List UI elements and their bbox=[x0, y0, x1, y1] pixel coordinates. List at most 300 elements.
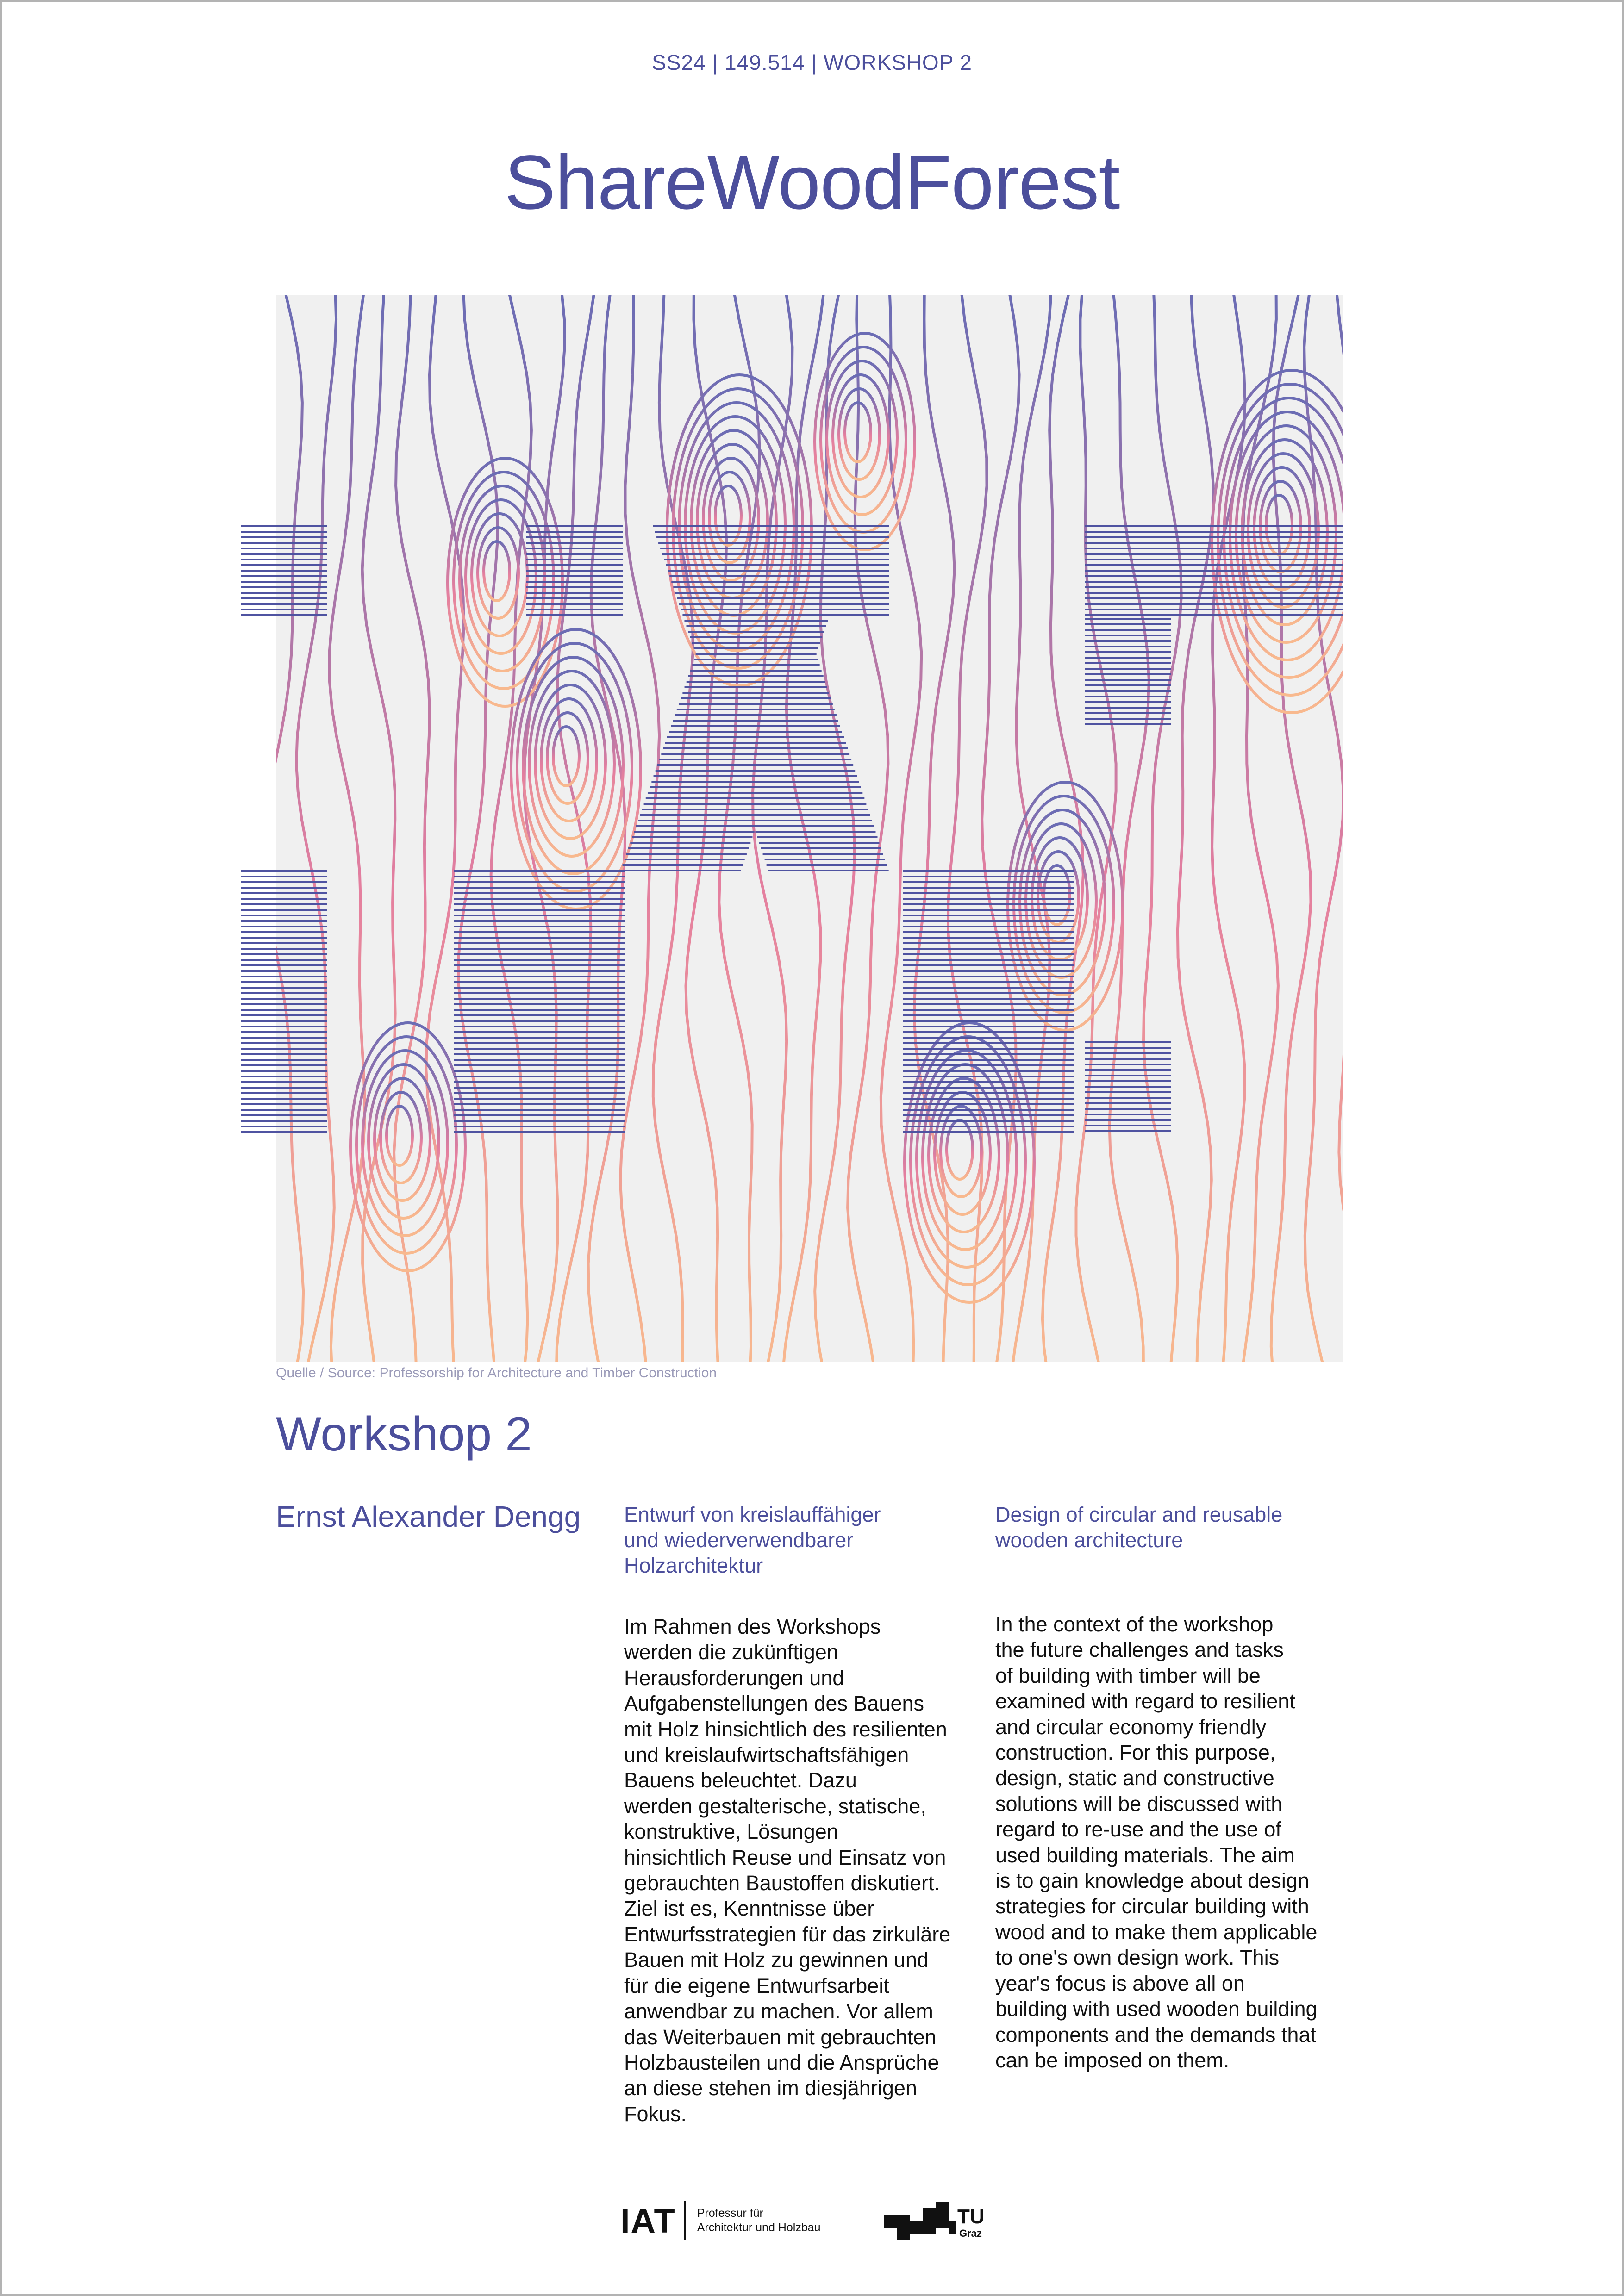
stripe-line bbox=[662, 553, 782, 555]
stripe-line bbox=[751, 820, 872, 821]
stripe-line bbox=[454, 887, 625, 889]
stripe-line bbox=[640, 814, 760, 816]
stripe-line bbox=[1085, 559, 1343, 560]
stripe-line bbox=[454, 1059, 625, 1061]
stripe-line bbox=[757, 836, 878, 838]
stripe-line bbox=[686, 625, 806, 627]
stripe-line bbox=[656, 536, 777, 538]
stripe-line bbox=[688, 631, 809, 633]
stripe-line bbox=[241, 898, 327, 900]
stripe-line bbox=[454, 948, 625, 950]
stripe-line bbox=[1085, 679, 1171, 681]
subtitle-german: Entwurf von kreislauffähiger und wiederverwendbarer Holzarchitektur bbox=[624, 1503, 881, 1577]
stripe-line bbox=[903, 976, 1074, 977]
stripe-line bbox=[718, 720, 838, 722]
stripe-line bbox=[454, 1120, 625, 1122]
stripe-line bbox=[677, 597, 797, 599]
stripe-line bbox=[454, 976, 625, 977]
stripe-line bbox=[903, 1103, 1074, 1105]
stripe-line bbox=[738, 781, 859, 783]
stripe-line bbox=[454, 1126, 625, 1127]
stripe-line bbox=[707, 686, 827, 688]
stripe-line bbox=[744, 797, 864, 799]
stripe-line bbox=[1085, 640, 1171, 642]
stripe-line bbox=[903, 909, 1074, 911]
stripe-line bbox=[903, 987, 1074, 989]
stripe-line bbox=[903, 1048, 1074, 1050]
stripe-line bbox=[1085, 1041, 1171, 1043]
stripe-line bbox=[454, 1031, 625, 1033]
stripe-line bbox=[903, 1014, 1074, 1016]
stripe-line bbox=[1085, 1108, 1171, 1110]
stripe-line bbox=[241, 581, 327, 583]
stripe-line bbox=[903, 964, 1074, 966]
stripe-line bbox=[241, 887, 327, 889]
stripe-line bbox=[454, 898, 625, 900]
stripe-line bbox=[696, 653, 816, 655]
stripe-line bbox=[903, 1037, 1074, 1039]
stripe-line bbox=[454, 1131, 625, 1133]
subtitle-english: Design of circular and reusable wooden architecture bbox=[995, 1503, 1283, 1552]
stripe-line bbox=[454, 1064, 625, 1066]
stripe-line bbox=[903, 1009, 1074, 1011]
stripe-line bbox=[454, 1092, 625, 1094]
stripe-line bbox=[630, 842, 750, 844]
stripe-line bbox=[903, 981, 1074, 983]
stripe-line bbox=[903, 992, 1074, 994]
stripe-line bbox=[620, 870, 741, 871]
stripe-line bbox=[636, 825, 756, 827]
stripe-line bbox=[1085, 1130, 1171, 1132]
stripe-line bbox=[526, 597, 623, 599]
stripe-line bbox=[1085, 635, 1171, 636]
stripe-line bbox=[628, 847, 749, 849]
stripe-line bbox=[241, 1020, 327, 1022]
stripe-line bbox=[454, 970, 625, 972]
stripe-line bbox=[720, 725, 840, 727]
stripe-line bbox=[241, 1092, 327, 1094]
stripe-line bbox=[709, 692, 829, 694]
stripe-line bbox=[903, 1120, 1074, 1122]
stripe-line bbox=[241, 542, 327, 544]
stripe-line bbox=[740, 786, 861, 788]
stripe-line bbox=[241, 1120, 327, 1122]
stripe-line bbox=[903, 870, 1074, 872]
stripe-line bbox=[241, 903, 327, 905]
stripe-line bbox=[660, 548, 781, 549]
stripe-line bbox=[454, 981, 625, 983]
stripe-line bbox=[761, 847, 881, 849]
stripe-line bbox=[526, 564, 623, 566]
stripe-line bbox=[903, 942, 1074, 944]
stripe-line bbox=[903, 953, 1074, 955]
stripe-line bbox=[903, 1026, 1074, 1027]
stripe-line bbox=[903, 948, 1074, 950]
stripe-line bbox=[1085, 662, 1171, 664]
stripe-line bbox=[241, 525, 327, 527]
iat-logo-divider bbox=[684, 2201, 686, 2240]
stripe-line bbox=[454, 953, 625, 955]
stripe-line bbox=[725, 742, 846, 744]
stripe-line bbox=[694, 647, 814, 649]
stripe-line bbox=[903, 898, 1074, 900]
stripe-line bbox=[454, 1037, 625, 1039]
body-text-german: Im Rahmen des Workshops werden die zukünftigen Herausforderungen und Aufgabenstellungen des Bauens mit Holz hinsichtlich des resilienten und kreislaufwirtschaftsfähigen Bauens beleuchtet. Dazu werden gestalterische, statische, konstruktive, Lösungen hinsichtlich Reuse und Einsatz von gebrauchten Baustoffen diskutiert. Ziel ist es, Kenntnisse über Entwurfsstrategien für das zirkuläre Bauen mit Holz zu gewinnen und für die eigene Entwurfsarbeit anwendbar zu machen. Vor allem das Weiterbauen mit gebrauchten Holzbausteilen und die Ansprüche an diese stehen im diesjährigen Fokus. bbox=[624, 1615, 951, 2126]
stripe-line bbox=[701, 670, 822, 672]
stripe-line bbox=[1085, 1075, 1171, 1076]
stripe-line bbox=[1085, 701, 1171, 703]
stripe-line bbox=[241, 1053, 327, 1055]
stripe-line bbox=[742, 792, 862, 794]
stripe-line bbox=[1085, 1091, 1171, 1093]
stripe-line bbox=[526, 609, 623, 610]
stripe-line bbox=[241, 536, 327, 538]
tu-logo-sub: Graz bbox=[959, 2228, 982, 2239]
stripe-line bbox=[454, 881, 625, 883]
stripe-line bbox=[1085, 1125, 1171, 1126]
stripe-line bbox=[903, 970, 1074, 972]
stripe-line bbox=[454, 959, 625, 961]
stripe-line bbox=[1085, 651, 1171, 653]
stripe-line bbox=[712, 703, 833, 705]
stripe-line bbox=[241, 915, 327, 916]
stripe-line bbox=[241, 1026, 327, 1027]
tu-logo-name: TU bbox=[957, 2205, 985, 2228]
stripe-line bbox=[454, 1026, 625, 1027]
stripe-line bbox=[903, 1092, 1074, 1094]
iat-logo-text: Professur für Architektur und Holzbau bbox=[697, 2207, 821, 2234]
stripe-line bbox=[454, 1098, 625, 1100]
stripe-line bbox=[241, 920, 327, 922]
stripe-line bbox=[1085, 1064, 1171, 1065]
stripe-line bbox=[1085, 531, 1343, 533]
stripe-line bbox=[1085, 707, 1171, 709]
stripe-line bbox=[241, 575, 327, 577]
stripe-line bbox=[903, 926, 1074, 927]
stripe-line bbox=[454, 998, 625, 1000]
stripe-line bbox=[454, 876, 625, 877]
stripe-line bbox=[241, 1031, 327, 1033]
stripe-line bbox=[1085, 1069, 1171, 1071]
stripe-line bbox=[733, 764, 853, 766]
stripe-line bbox=[903, 1098, 1074, 1100]
stripe-line bbox=[903, 1081, 1074, 1083]
stripe-line bbox=[903, 881, 1074, 883]
stripe-line bbox=[1085, 581, 1343, 583]
stripe-line bbox=[746, 803, 866, 805]
stripe-line bbox=[241, 870, 327, 872]
stripe-line bbox=[241, 548, 327, 549]
stripe-line bbox=[759, 842, 880, 844]
stripe-line bbox=[241, 1048, 327, 1050]
stripe-line bbox=[1085, 684, 1171, 686]
stripe-line bbox=[241, 531, 327, 533]
stripe-line bbox=[241, 970, 327, 972]
stripe-line bbox=[1085, 718, 1171, 720]
stripe-line bbox=[1085, 564, 1343, 566]
stripe-line bbox=[241, 937, 327, 939]
stripe-line bbox=[903, 1003, 1074, 1005]
stripe-line bbox=[454, 964, 625, 966]
stripe-line bbox=[454, 1048, 625, 1050]
stripe-line bbox=[1085, 536, 1343, 538]
page-title: ShareWoodForest bbox=[504, 140, 1120, 225]
stripe-line bbox=[903, 1031, 1074, 1033]
stripe-line bbox=[1085, 1097, 1171, 1099]
stripe-line bbox=[903, 920, 1074, 922]
stripe-line bbox=[1085, 657, 1171, 659]
section-title: Workshop 2 bbox=[276, 1407, 532, 1461]
stripe-line bbox=[241, 1037, 327, 1039]
stripe-line bbox=[526, 586, 623, 588]
stripe-line bbox=[1085, 553, 1343, 555]
stripe-line bbox=[241, 1098, 327, 1100]
stripe-line bbox=[241, 959, 327, 961]
stripe-line bbox=[526, 581, 623, 583]
stripe-line bbox=[664, 559, 784, 560]
stripe-line bbox=[454, 1103, 625, 1105]
stripe-line bbox=[632, 836, 752, 838]
stripe-line bbox=[241, 964, 327, 966]
stripe-line bbox=[1085, 1102, 1171, 1104]
stripe-line bbox=[735, 770, 855, 772]
stripe-line bbox=[241, 876, 327, 877]
stripe-line bbox=[454, 870, 625, 872]
stripe-line bbox=[454, 903, 625, 905]
stripe-line bbox=[241, 553, 327, 555]
stripe-line bbox=[1085, 668, 1171, 670]
stripe-line bbox=[671, 581, 792, 583]
stripe-line bbox=[241, 1103, 327, 1105]
stripe-line bbox=[682, 614, 803, 616]
stripe-line bbox=[241, 981, 327, 983]
stripe-line bbox=[768, 870, 889, 871]
stripe-line bbox=[241, 909, 327, 911]
stripe-line bbox=[1085, 609, 1343, 610]
stripe-line bbox=[241, 948, 327, 950]
stripe-line bbox=[731, 759, 851, 760]
stripe-line bbox=[903, 887, 1074, 889]
stripe-line bbox=[454, 892, 625, 894]
stripe-line bbox=[714, 709, 835, 710]
course-line: SS24 | 149.514 | WORKSHOP 2 bbox=[652, 50, 972, 75]
stripe-line bbox=[241, 609, 327, 610]
stripe-line bbox=[903, 1076, 1074, 1077]
stripe-line bbox=[526, 553, 623, 555]
stripe-line bbox=[1085, 629, 1171, 631]
stripe-line bbox=[454, 1087, 625, 1089]
stripe-line bbox=[716, 714, 837, 716]
stripe-line bbox=[241, 614, 327, 616]
wood-grain-figure bbox=[241, 292, 1384, 1375]
stripe-line bbox=[681, 609, 801, 610]
iat-logo bbox=[620, 2201, 821, 2240]
stripe-line bbox=[454, 931, 625, 933]
stripe-line bbox=[903, 1053, 1074, 1055]
stripe-line bbox=[903, 903, 1074, 905]
stripe-line bbox=[1085, 575, 1343, 577]
stripe-line bbox=[626, 853, 747, 855]
stripe-line bbox=[526, 542, 623, 544]
stripe-line bbox=[1085, 1119, 1171, 1121]
stripe-line bbox=[241, 1059, 327, 1061]
stripe-line bbox=[1085, 673, 1171, 675]
stripe-line bbox=[526, 575, 623, 577]
stripe-line bbox=[623, 864, 743, 866]
figure-caption: Quelle / Source: Professorship for Architecture and Timber Construction bbox=[276, 1365, 717, 1381]
stripe-line bbox=[903, 1087, 1074, 1089]
stripe-line bbox=[454, 920, 625, 922]
stripe-line bbox=[454, 1109, 625, 1111]
stripe-line bbox=[903, 931, 1074, 933]
stripe-line bbox=[241, 1009, 327, 1011]
stripe-line bbox=[724, 736, 844, 738]
stripe-line bbox=[1085, 690, 1171, 692]
stripe-line bbox=[454, 942, 625, 944]
stripe-line bbox=[241, 559, 327, 560]
stripe-line bbox=[658, 542, 779, 544]
stripe-line bbox=[241, 1003, 327, 1005]
stripe-line bbox=[903, 1059, 1074, 1061]
stripe-line bbox=[454, 915, 625, 916]
stripe-line bbox=[1085, 712, 1171, 714]
stripe-line bbox=[526, 614, 623, 616]
body-text-english: In the context of the workshop the future challenges and tasks of building with timber will be examined with regard to resilient and circular economy friendly construction. For this purpose, design, static and constructive solutions will be discussed with regard to re-use and the use of used building materials. The aim is to gain knowledge about design strategies for circular building with wood and to make them applicable to one's own design work. This year's focus is above all on building with used wooden building components and the demands that can be imposed on them. bbox=[995, 1612, 1318, 2072]
stripe-line bbox=[1085, 696, 1171, 697]
stripe-line bbox=[729, 753, 849, 755]
stripe-line bbox=[454, 1076, 625, 1077]
stripe-line bbox=[765, 859, 885, 860]
stripe-line bbox=[241, 1076, 327, 1077]
stripe-line bbox=[1085, 525, 1343, 527]
stripe-line bbox=[675, 592, 795, 594]
stripe-line bbox=[241, 1064, 327, 1066]
stripe-line bbox=[642, 809, 762, 810]
stripe-line bbox=[698, 659, 818, 660]
stripe-line bbox=[903, 937, 1074, 939]
stripe-line bbox=[653, 525, 773, 527]
stripe-line bbox=[903, 1064, 1074, 1066]
stripe-line bbox=[526, 603, 623, 605]
stripe-line bbox=[526, 531, 623, 533]
stripe-line bbox=[241, 597, 327, 599]
stripe-line bbox=[1085, 592, 1343, 594]
stripe-line bbox=[454, 909, 625, 911]
stripe-line bbox=[692, 642, 812, 644]
stripe-line bbox=[903, 892, 1074, 894]
stripe-line bbox=[241, 881, 327, 883]
stripe-line bbox=[705, 681, 825, 683]
logo-bar bbox=[0, 2201, 1624, 2252]
stripe-line bbox=[241, 1109, 327, 1111]
stripe-line bbox=[241, 1114, 327, 1116]
stripe-line bbox=[767, 864, 887, 866]
stripe-line bbox=[241, 998, 327, 1000]
stripe-line bbox=[1085, 1052, 1171, 1054]
stripe-line bbox=[241, 892, 327, 894]
stripe-line bbox=[241, 992, 327, 994]
stripe-line bbox=[241, 1070, 327, 1072]
stripe-line bbox=[634, 831, 755, 833]
iat-logo-mark: IAT bbox=[620, 2201, 676, 2240]
stripe-line bbox=[241, 564, 327, 566]
stripe-line bbox=[241, 592, 327, 594]
stripe-line bbox=[1085, 542, 1343, 544]
stripe-line bbox=[526, 570, 623, 572]
stripe-line bbox=[526, 559, 623, 560]
stripe-line bbox=[1085, 1114, 1171, 1115]
stripe-line bbox=[1085, 618, 1171, 620]
stripe-line bbox=[241, 942, 327, 944]
stripe-line bbox=[1085, 646, 1171, 647]
stripe-line bbox=[722, 731, 842, 733]
stripe-line bbox=[669, 575, 790, 577]
stripe-line bbox=[903, 915, 1074, 916]
stripe-line bbox=[666, 564, 786, 566]
stripe-line bbox=[903, 1109, 1074, 1111]
stripe-line bbox=[454, 1003, 625, 1005]
stripe-line bbox=[903, 1020, 1074, 1022]
stripe-line bbox=[1085, 1086, 1171, 1088]
stripe-line bbox=[526, 536, 623, 538]
stripe-line bbox=[903, 876, 1074, 877]
stripe-line bbox=[454, 1014, 625, 1016]
stripe-line bbox=[526, 592, 623, 594]
stripe-line bbox=[241, 1126, 327, 1127]
stripe-line bbox=[753, 825, 874, 827]
stripe-line bbox=[903, 1114, 1074, 1116]
stripe-line bbox=[711, 697, 831, 699]
stripe-line bbox=[454, 937, 625, 939]
stripe-line bbox=[241, 987, 327, 989]
stripe-line bbox=[903, 998, 1074, 1000]
stripe-line bbox=[727, 747, 848, 749]
stripe-line bbox=[903, 959, 1074, 961]
stripe-line bbox=[625, 859, 745, 860]
stripe-line bbox=[454, 1081, 625, 1083]
stripe-line bbox=[1085, 623, 1171, 625]
stripe-line bbox=[454, 1020, 625, 1022]
stripe-line bbox=[903, 1070, 1074, 1072]
stripe-line bbox=[241, 1131, 327, 1133]
stripe-line bbox=[690, 636, 811, 638]
stripe-line bbox=[703, 675, 824, 677]
stripe-line bbox=[241, 1042, 327, 1044]
stripe-line bbox=[1085, 723, 1171, 725]
stripe-line bbox=[241, 586, 327, 588]
stripe-line bbox=[241, 931, 327, 933]
stripe-line bbox=[1085, 548, 1343, 549]
stripe-line bbox=[1085, 1080, 1171, 1082]
stripe-line bbox=[454, 1042, 625, 1044]
wood-grain-illustration bbox=[241, 292, 1384, 1375]
stripe-line bbox=[750, 814, 870, 816]
stripe-line bbox=[673, 586, 793, 588]
stripe-line bbox=[1085, 570, 1343, 572]
stripe-line bbox=[1085, 597, 1343, 599]
stripe-line bbox=[748, 809, 868, 810]
stripe-line bbox=[241, 1087, 327, 1089]
stripe-line bbox=[454, 987, 625, 989]
stripe-line bbox=[241, 570, 327, 572]
stripe-line bbox=[241, 953, 327, 955]
stripe-line bbox=[684, 620, 805, 622]
stripe-line bbox=[903, 1126, 1074, 1127]
stripe-line bbox=[241, 976, 327, 977]
stripe-line bbox=[737, 775, 857, 777]
stripe-line bbox=[679, 603, 799, 605]
stripe-line bbox=[241, 1081, 327, 1083]
